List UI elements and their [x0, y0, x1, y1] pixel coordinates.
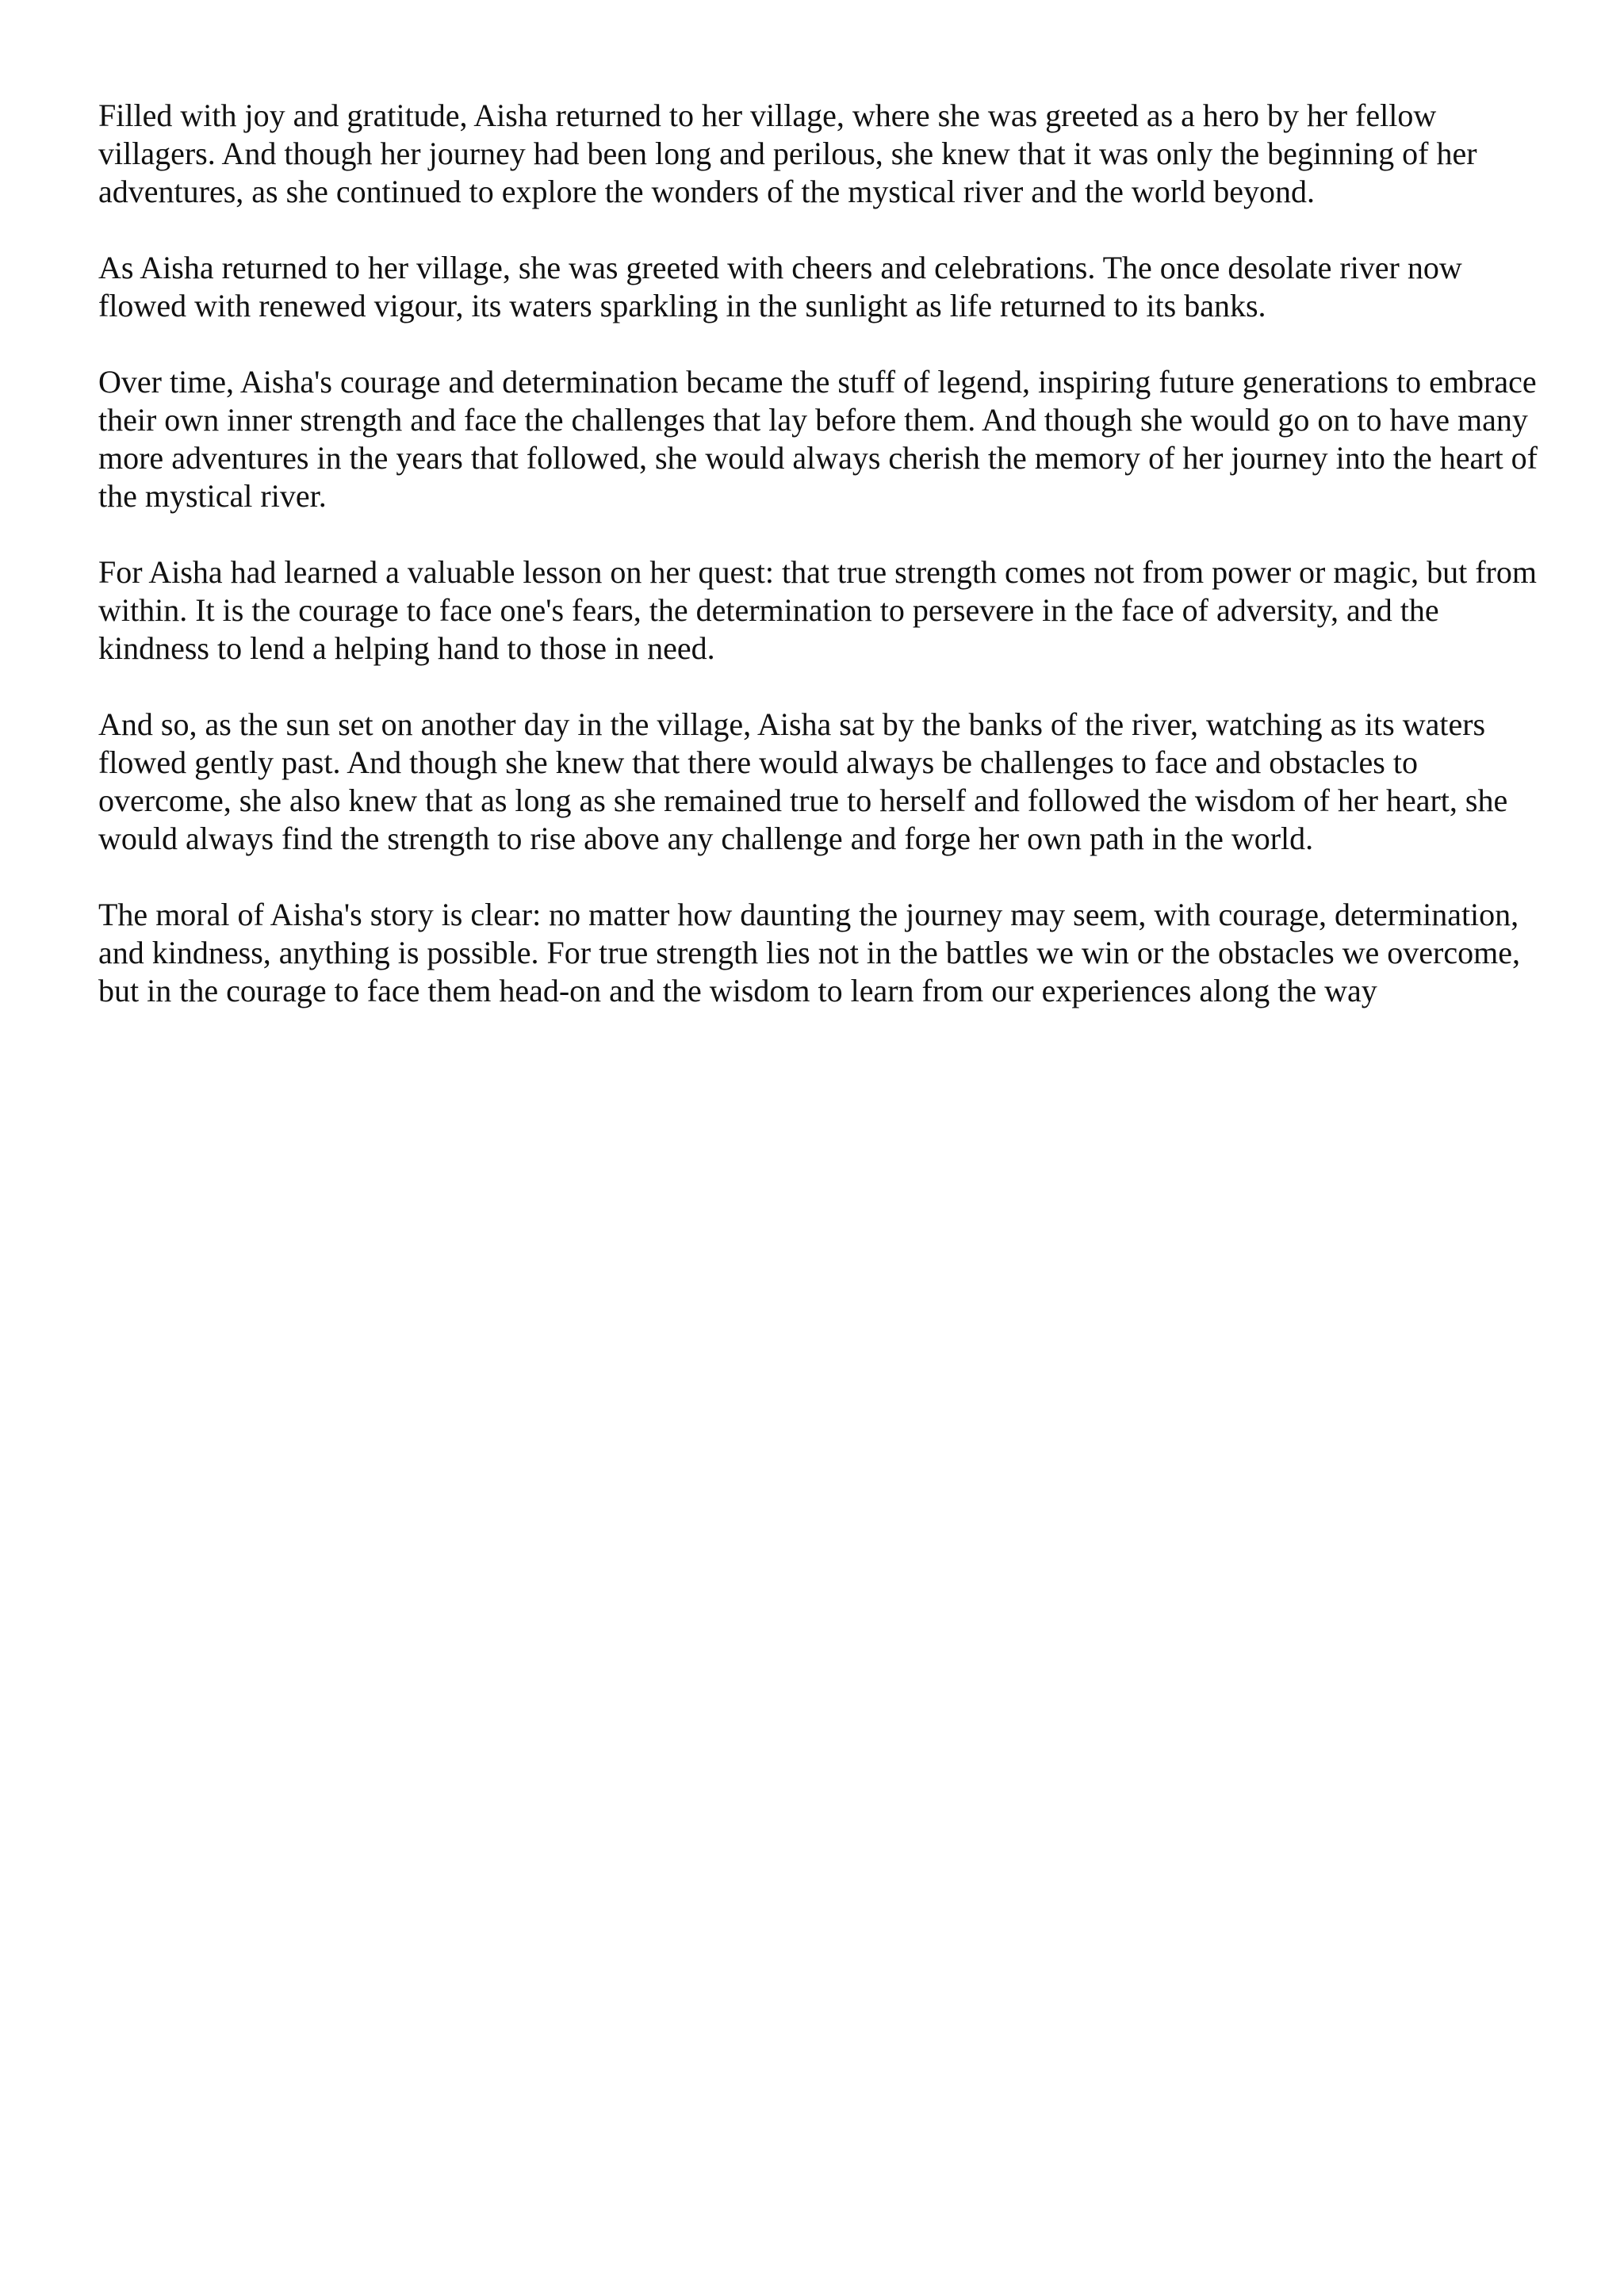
document-body: [98, 97, 1549, 1048]
paragraph-3: Over time, Aisha's courage and determination became the stuff of legend, inspiring future generations to embrace their own inner strength and face the challenges that lay before them. And though she would go on to have many more adventures in the years that followed, she would always cherish the memory of her journey into the heart of the mystical river.: [98, 364, 1538, 514]
paragraph-4: For Aisha had learned a valuable lesson on her quest: that true strength comes not from power or magic, but from within. It is the courage to face one's fears, the determination to persevere in the face of adversity, and the kindness to lend a helping hand to those in need.: [98, 554, 1537, 666]
paragraph-1: Filled with joy and gratitude, Aisha returned to her village, where she was greeted as a hero by her fellow villagers. And though her journey had been long and perilous, she knew that it was only the beginning of her adventures, as she continued to explore the wonders of the mystical river and the world beyond.: [98, 98, 1477, 209]
paragraph-6: The moral of Aisha's story is clear: no matter how daunting the journey may seem, with courage, determination, and kindness, anything is possible. For true strength lies not in the battles we win or the obstacles we overcome, but in the courage to face them head-on and the wisdom to learn from our experiences along the way: [98, 897, 1520, 1008]
paragraph-5: And so, as the sun set on another day in the village, Aisha sat by the banks of the river, watching as its waters flowed gently past. And though she knew that there would always be challenges to face and obstacles to overcome, she also knew that as long as she remained true to herself and followed the wisdom of her heart, she would always find the strength to rise above any challenge and forge her own path in the world.: [98, 706, 1508, 856]
paragraph-2: As Aisha returned to her village, she was greeted with cheers and celebrations. The once desolate river now flowed with renewed vigour, its waters sparkling in the sunlight as life returned to its banks.: [98, 250, 1462, 323]
